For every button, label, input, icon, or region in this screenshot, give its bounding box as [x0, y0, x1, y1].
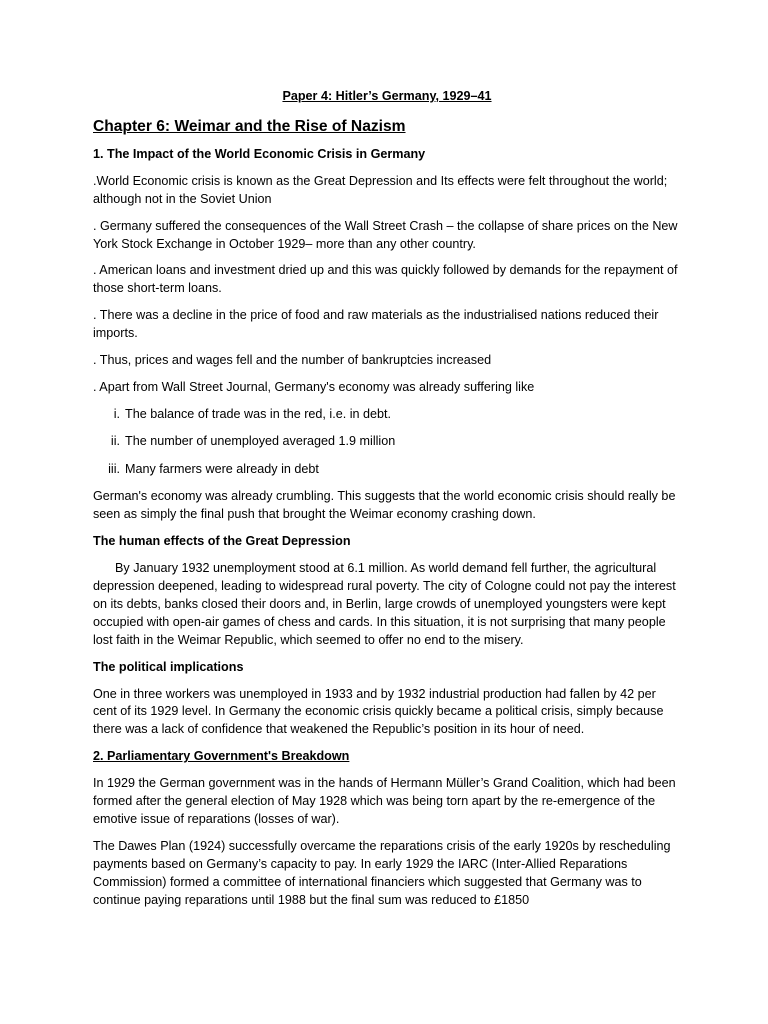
paragraph: .World Economic crisis is known as the Great Depression and Its effects were felt throughout the world; although not in the Soviet Union [93, 173, 668, 206]
paragraph: One in three workers was unemployed in 1933 and by 1932 industrial production had fallen by 42 per cent of its 1929 level. In Germany the economic crisis quickly became a political crisis, simply because there was a lack of confidence that weakened the Republic’s position in its hour of need. [93, 686, 664, 737]
human-effects-heading: The human effects of the Great Depression [93, 534, 351, 549]
list-item-text: Many farmers were already in debt [125, 461, 319, 476]
paragraph: In 1929 the German government was in the hands of Hermann Müller’s Grand Coalition, which had been formed after the general election of May 1928 which was being torn apart by the re-emergence of the emotive issue of reparations (losses of war). [93, 776, 676, 826]
list-item [93, 406, 681, 424]
list-item-text: The number of unemployed averaged 1.9 million [125, 434, 396, 449]
paragraph: By January 1932 unemployment stood at 6.1 million. As world demand fell further, the agricultural depression deepened, leading to widespread rural poverty. The city of Cologne could not pay the interest on its debts, banks closed their doors and, in Berlin, large crowds of unemployed youngsters were kept occupied with open-air games of chess and cards. In this situation, it is not surprising that many people lost faith in the Weimar Republic, which seemed to offer no end to the misery. [93, 561, 676, 647]
paragraph: . American loans and investment dried up and this was quickly followed by demands for the repayment of those short-term loans. [93, 263, 678, 296]
section-2-heading: 2. Parliamentary Government's Breakdown [93, 749, 350, 764]
list-item [93, 461, 681, 479]
paragraph: . Thus, prices and wages fell and the number of bankruptcies increased [93, 353, 492, 368]
paragraph: German's economy was already crumbling. This suggests that the world economic crisis should really be seen as simply the final push that brought the Weimar economy crashing down. [93, 489, 676, 522]
numbered-list [93, 406, 681, 479]
paragraph: . There was a decline in the price of food and raw materials as the industrialised nations reduced their imports. [93, 308, 659, 341]
political-implications-heading: The political implications [93, 659, 244, 674]
paragraph: . Apart from Wall Street Journal, Germany's economy was already suffering like [93, 379, 535, 394]
list-item-number: iii. [108, 461, 120, 476]
paragraph: The Dawes Plan (1924) successfully overcame the reparations crisis of the early 1920s by rescheduling payments based on Germany’s capacity to pay. In early 1929 the IARC (Inter-Allied Reparations Commission) formed a committee of international financiers which suggested that Germany was to continue paying reparations until 1988 but the final sum was reduced to £1850 [93, 838, 671, 907]
list-item-text: The balance of trade was in the red, i.e. in debt. [125, 406, 392, 421]
chapter-title: Chapter 6: Weimar and the Rise of Nazism [93, 117, 406, 135]
list-item [93, 433, 681, 451]
list-item-number: i. [113, 406, 120, 421]
section-1-heading: 1. The Impact of the World Economic Crisis in Germany [93, 146, 426, 161]
paper-title: Paper 4: Hitler’s Germany, 1929–41 [282, 89, 492, 103]
list-item-number: ii. [110, 434, 120, 449]
paragraph: . Germany suffered the consequences of the Wall Street Crash – the collapse of share prices on the New York Stock Exchange in October 1929– more than any other country. [93, 218, 678, 251]
document-body [93, 88, 681, 919]
